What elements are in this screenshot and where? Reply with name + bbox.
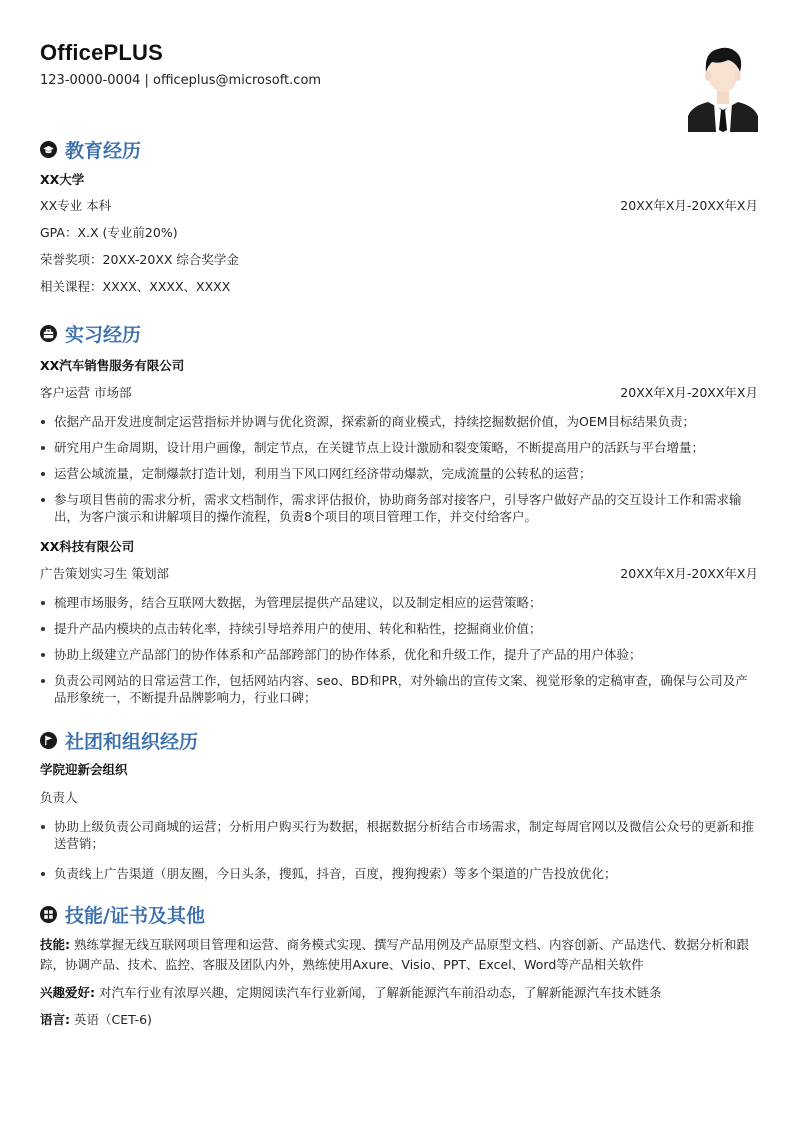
job2-bullet: 负责公司网站的日常运营工作，包括网站内容、seo、BD和PR，对外输出的宣传文案、视觉形象的定稿审查，确保与公司及产品形象统一，不断提升品牌影响力，行业口碑；	[40, 672, 758, 706]
language-label: 语言:	[40, 1012, 70, 1027]
club-org: 学院迎新会组织	[40, 762, 128, 777]
avatar	[688, 40, 758, 132]
graduation-cap-icon	[40, 141, 57, 158]
education-honors: 荣誉奖项：20XX-20XX 综合奖学金	[40, 252, 239, 267]
grid-icon	[40, 906, 57, 923]
job1-bullet: 运营公域流量，定制爆款打造计划，利用当下风口网红经济带动爆款，完成流量的公转私的运营；	[40, 465, 758, 482]
internship-section-header	[40, 319, 141, 347]
job2-company: XX科技有限公司	[40, 539, 135, 554]
club-bullet: 协助上级负责公司商城的运营；分析用户购买行为数据，根据数据分析结合市场需求，制定每周官网以及微信公众号的更新和推送营销；	[40, 818, 758, 852]
resume-name: OfficePLUS	[40, 40, 164, 65]
education-section-header	[40, 135, 141, 163]
job2-bullet: 协助上级建立产品部门的协作体系和产品部跨部门的协作体系，优化和升级工作，提升了产品的用户体验；	[40, 646, 758, 663]
education-date: 20XX年X月-20XX年X月	[620, 198, 758, 213]
job1-bullet: 依据产品开发进度制定运营指标并协调与优化资源，探索新的商业模式，持续挖掘数据价值，为OEM目标结果负责；	[40, 413, 758, 430]
skills-section-header	[40, 900, 205, 928]
hobby-text: 对汽车行业有浓厚兴趣，定期阅读汽车行业新闻，了解新能源汽车前沿动态，了解新能源汽车技术链条	[95, 985, 662, 1000]
job1-date: 20XX年X月-20XX年X月	[620, 385, 758, 400]
club-title: 社团和组织经历	[65, 730, 199, 753]
flag-icon	[40, 732, 57, 749]
contact-info: 123-0000-0004 | officeplus@microsoft.com	[40, 73, 322, 88]
job2-bullet: 梳理市场服务，结合互联网大数据，为管理层提供产品建议，以及制定相应的运营策略；	[40, 594, 758, 611]
briefcase-icon	[40, 325, 57, 342]
internship-title: 实习经历	[65, 323, 142, 346]
job1-role-row	[40, 383, 758, 403]
school-name: XX大学	[40, 172, 85, 187]
skills-title: 技能/证书及其他	[65, 904, 205, 927]
education-major-row	[40, 196, 758, 216]
skills-row	[40, 935, 758, 975]
skills-text: 熟练掌握无线互联网项目管理和运营、商务模式实现、撰写产品用例及产品原型文档、内容创新、产品迭代、数据分析和跟踪，协调产品、技术、监控、客服及团队内外，熟练使用Axure、Visio、PPT、Excel、Word等产品相关软件	[40, 937, 749, 972]
club-bullet: 负责线上广告渠道（朋友圈，今日头条，搜狐，抖音，百度，搜狗搜索）等多个渠道的广告投放优化；	[40, 865, 758, 882]
job1-bullet: 参与项目售前的需求分析，需求文档制作，需求评估报价，协助商务部对接客户，引导客户做好产品的交互设计工作和需求输出，为客户演示和讲解项目的操作流程，负责8个项目的项目管理工作，并交付给客户。	[40, 491, 758, 525]
job1-bullet: 研究用户生命周期，设计用户画像，制定节点，在关键节点上设计激励和裂变策略，不断提高用户的活跃与平台增量；	[40, 439, 758, 456]
education-title: 教育经历	[65, 139, 142, 162]
job1-role: 客户运营 市场部	[40, 385, 132, 400]
education-major: XX专业 本科	[40, 198, 112, 213]
job2-role: 广告策划实习生 策划部	[40, 566, 169, 581]
job2-role-row	[40, 564, 758, 584]
job1-company: XX汽车销售服务有限公司	[40, 358, 185, 373]
hobby-row	[40, 983, 758, 1003]
education-gpa: GPA：X.X (专业前20%)	[40, 225, 178, 240]
job2-bullet: 提升产品内模块的点击转化率，持续引导培养用户的使用、转化和粘性，挖掘商业价值；	[40, 620, 758, 637]
skills-label: 技能:	[40, 937, 70, 952]
education-courses: 相关课程：XXXX、XXXX、XXXX	[40, 279, 231, 294]
hobby-label: 兴趣爱好:	[40, 985, 95, 1000]
club-section-header	[40, 726, 198, 754]
language-row	[40, 1010, 758, 1030]
club-role: 负责人	[40, 790, 78, 805]
job2-date: 20XX年X月-20XX年X月	[620, 566, 758, 581]
language-text: 英语（CET-6)	[70, 1012, 152, 1027]
